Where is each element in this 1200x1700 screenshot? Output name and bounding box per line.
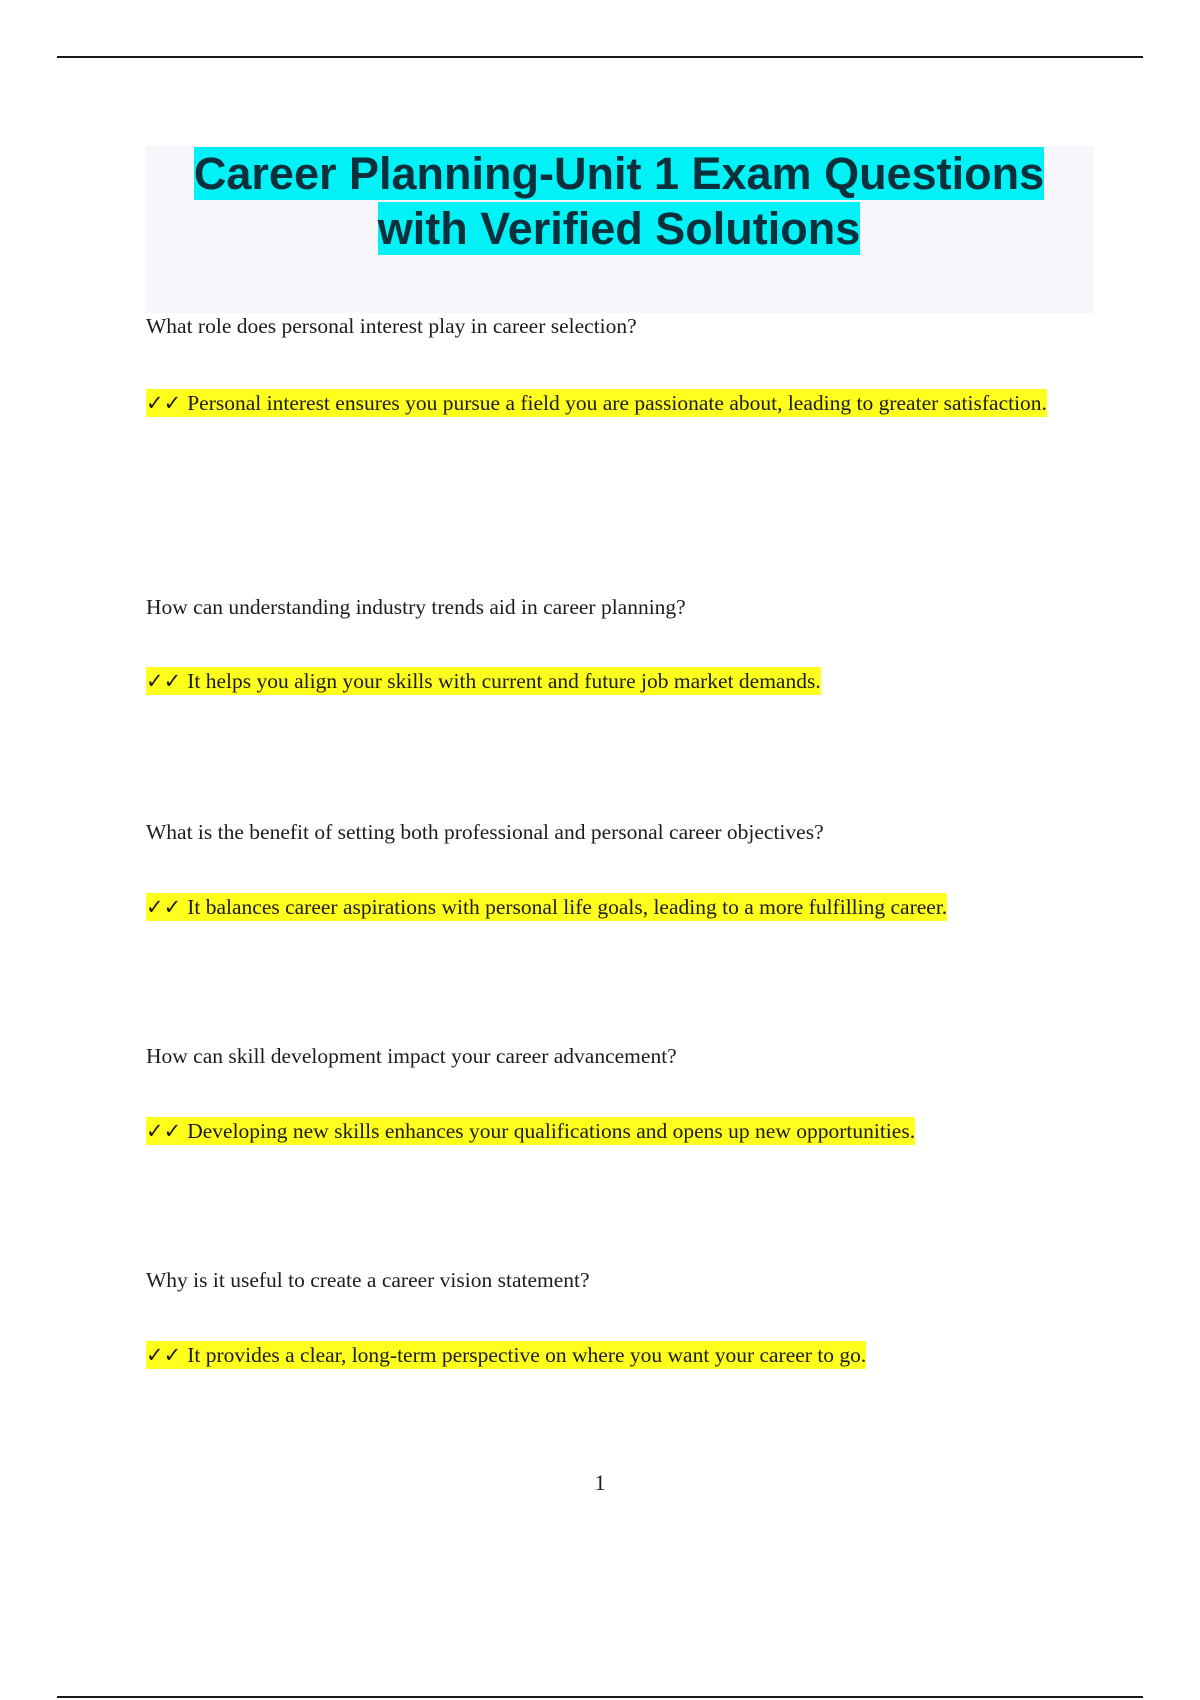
question-5: Why is it useful to create a career vision statement? [146,1268,590,1292]
page-title [145,146,1093,256]
title-line-2: with Verified Solutions [377,203,861,254]
answer-5-text: It provides a clear, long-term perspective on where you want your career to go. [187,1343,867,1367]
question-4: How can skill development impact your career advancement? [146,1044,677,1068]
answer-3 [146,877,1066,937]
check-icon: ✓✓ [146,1119,182,1143]
check-icon: ✓✓ [146,1343,182,1367]
answer-1-text: Personal interest ensures you pursue a field you are passionate about, leading to greater satisfaction. [187,391,1047,415]
check-icon: ✓✓ [146,669,182,693]
answer-1 [146,373,1066,433]
answer-4-text: Developing new skills enhances your qualifications and opens up new opportunities. [187,1119,916,1143]
answer-4 [146,1101,1066,1161]
question-1: What role does personal interest play in career selection? [146,314,637,338]
top-rule [57,56,1143,58]
check-icon: ✓✓ [146,391,182,415]
question-2: How can understanding industry trends aid in career planning? [146,595,686,619]
answer-3-text: It balances career aspirations with personal life goals, leading to a more fulfilling career. [187,895,948,919]
page-number: 1 [594,1470,606,1495]
answer-2 [146,651,1066,711]
answer-5 [146,1325,1066,1385]
question-3: What is the benefit of setting both professional and personal career objectives? [146,820,824,844]
answer-2-text: It helps you align your skills with current and future job market demands. [187,669,821,693]
bottom-rule [57,1696,1143,1698]
title-line-1: Career Planning-Unit 1 Exam Questions [193,148,1045,199]
check-icon: ✓✓ [146,895,182,919]
